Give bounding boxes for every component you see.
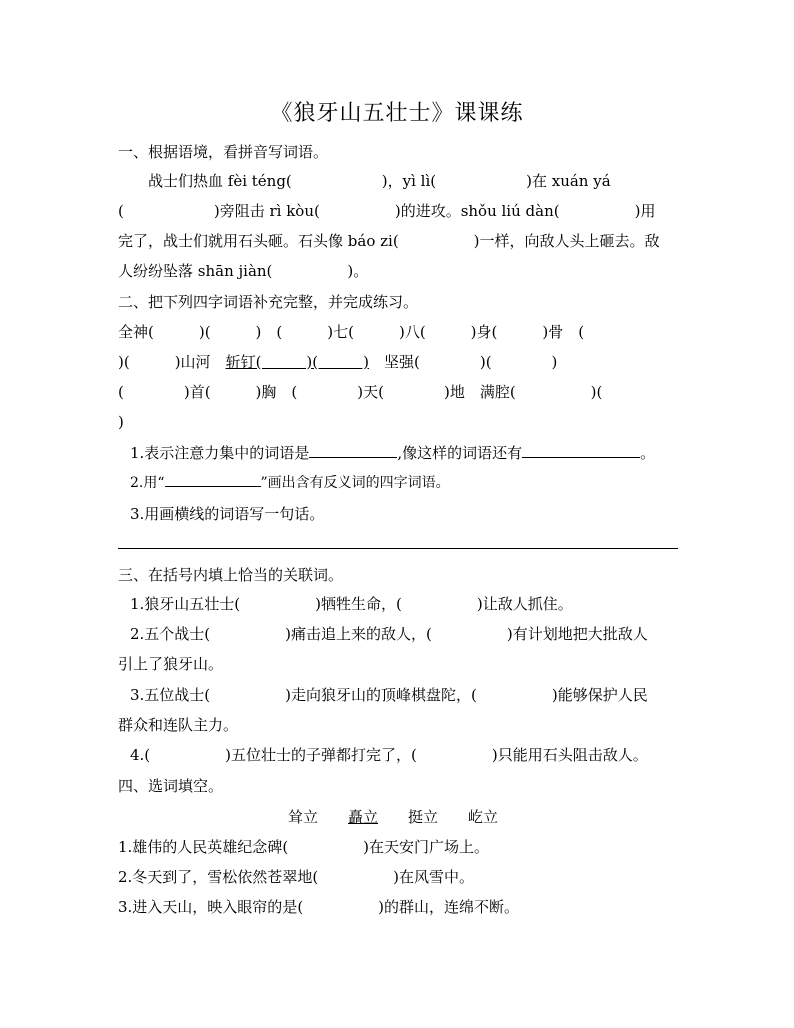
s4-question-2: 2.冬天到了，雪松依然苍翠地( )在风雪中。 bbox=[118, 868, 475, 886]
s3-question-2-cont: 引上了狼牙山。 bbox=[118, 655, 224, 673]
s2-row2-part-a: )( )山河 bbox=[118, 353, 226, 371]
section-3-heading: 三、在括号内填上恰当的关联词。 bbox=[118, 566, 344, 584]
word-option: 屹立 bbox=[468, 808, 499, 826]
section-1-heading: 一、根据语境，看拼音写词语。 bbox=[118, 143, 329, 161]
word-option: 耸立 bbox=[288, 808, 319, 826]
s1-line-2: ( )旁阻击 rì kòu( )的进攻。shǒu liú dàn( )用 bbox=[118, 202, 656, 220]
s3-question-3-cont: 群众和连队主力。 bbox=[118, 716, 239, 734]
s1-line-1: 战士们热血 fèi téng( )，yì lì( )在 xuán yá bbox=[118, 172, 611, 190]
s3-question-4: 4.( )五位壮士的子弹都打完了，( )只能用石头阻击敌人。 bbox=[130, 746, 648, 764]
s1-line-3: 完了，战士们就用石头砸。石头像 báo zi( )一样，向敌人头上砸去。敌 bbox=[118, 232, 660, 250]
word-option: 挺立 bbox=[408, 808, 439, 826]
answer-blank[interactable] bbox=[309, 443, 397, 458]
s2-question-1: 1.表示注意力集中的词语是 ,像这样的词语还有 。 bbox=[130, 444, 656, 462]
s2-question-3: 3.用画横线的词语写一句话。 bbox=[130, 505, 325, 523]
section-2-heading: 二、把下列四字词语补充完整，并完成练习。 bbox=[118, 293, 419, 311]
s3-question-1: 1.狼牙山五壮士( )牺牲生命，( )让敌人抓住。 bbox=[130, 595, 573, 613]
section-4-heading: 四、选词填空。 bbox=[118, 777, 224, 795]
s4-question-3: 3.进入天山，映入眼帘的是( )的群山，连绵不断。 bbox=[118, 898, 520, 916]
s2-idiom-row-1: 全神( )( ) ( )七( )八( )身( )骨 ( bbox=[118, 323, 585, 341]
s2-idiom-row-2 bbox=[118, 351, 678, 373]
s2-idiom-row-4: ) bbox=[118, 413, 124, 431]
word-option-underlined: 矗立 bbox=[348, 808, 379, 826]
s2-idiom-row-3: ( )首( )胸 ( )天( )地 满腔( )( bbox=[118, 383, 603, 401]
s3-question-3: 3.五位战士( )走向狼牙山的顶峰棋盘陀，( )能够保护人民 bbox=[130, 686, 648, 704]
answer-blank[interactable] bbox=[165, 472, 261, 487]
s2-row2-part-c: 坚强( )( ) bbox=[368, 353, 558, 371]
underlined-idiom: 斩钉( )( ) bbox=[225, 353, 369, 371]
s1-line-4: 人纷纷坠落 shān jiàn( )。 bbox=[118, 262, 369, 280]
s2-question-2: 2.用“ ”画出含有反义词的四字词语。 bbox=[130, 472, 690, 494]
s3-question-2: 2.五个战士( )痛击追上来的敌人，( )有计划地把大批敌人 bbox=[130, 625, 648, 643]
page-title: 《狼牙山五壮士》课课练 bbox=[270, 101, 524, 126]
answer-blank[interactable] bbox=[522, 443, 640, 458]
s4-question-1: 1.雄伟的人民英雄纪念碑( )在天安门广场上。 bbox=[118, 838, 490, 856]
word-bank bbox=[288, 806, 528, 827]
answer-writing-line[interactable] bbox=[118, 548, 678, 549]
